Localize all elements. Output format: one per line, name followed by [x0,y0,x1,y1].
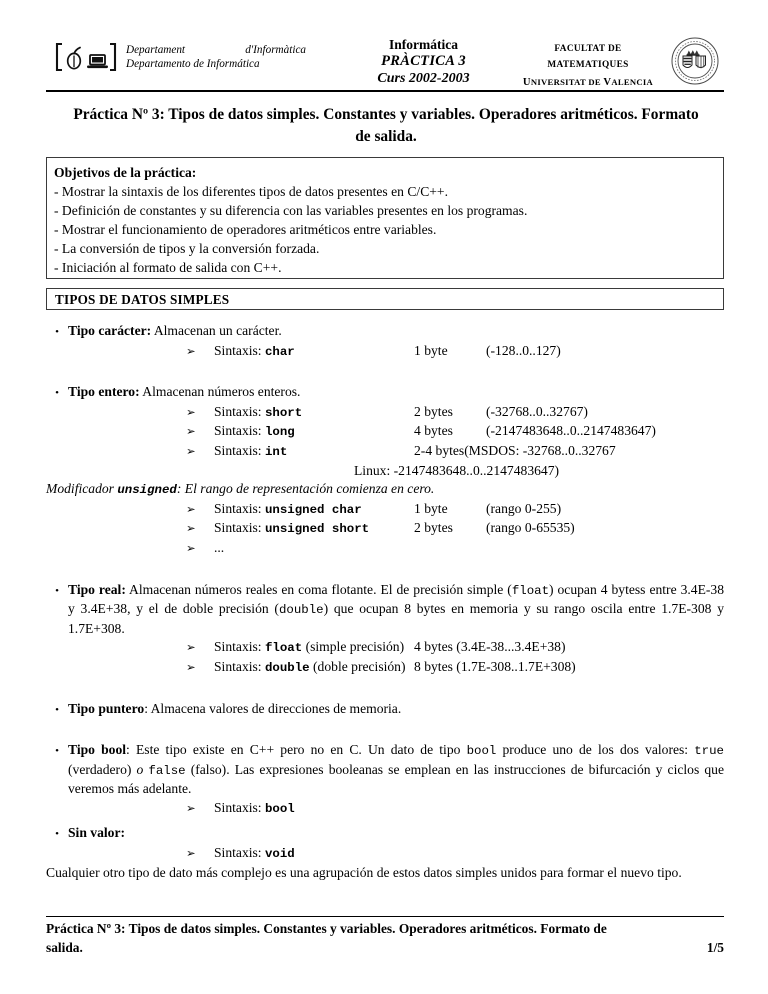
syntax-row [46,799,724,819]
page-title [72,104,700,147]
real-type-code-float: float [511,583,550,598]
void-type-heading [46,824,724,844]
university-initial-u: U [522,77,531,88]
bullet-icon: • [55,387,59,400]
department-name [126,34,331,71]
char-type-block [46,322,724,361]
objectives-box [46,157,724,279]
ellipsis-text: ... [214,539,225,555]
syntax-label: Sintaxis: [214,520,262,536]
academic-year: Curs 2002-2003 [377,71,470,86]
header-divider [46,90,724,92]
type-size: 4 bytes [414,423,453,439]
syntax-row [46,519,724,539]
objective-item: - Iniciación al formato de salida con C++. [54,260,282,275]
unsigned-modifier-block [46,480,724,558]
syntax-row [46,342,724,362]
real-type-code-double: double [278,603,324,618]
section-heading: TIPOS DE DATOS SIMPLES [55,292,230,307]
objective-item: - Mostrar la sintaxis de los diferentes tipos de datos presentes en C/C++. [54,184,448,199]
type-keyword: unsigned char [265,502,362,517]
bool-type-desc-d: (falso). Las expresiones booleanas se emplean en las instrucciones de bifurcación y ciclos que veremos más adelante. [68,761,724,797]
type-range: (-2147483648..0..2147483647) [486,423,656,439]
bool-type-desc-a: : Este tipo existe en C++ pero no en C. Un dato de tipo [126,742,467,758]
arrow-bullet-icon: ➢ [186,523,196,536]
modifier-suffix: : El rango de representación comienza en cero. [176,481,435,497]
int-type-desc: Almacenan números enteros. [139,384,301,400]
bool-type-code-false: false [148,763,186,778]
syntax-label: Sintaxis: [214,423,262,439]
void-type-label: Sin valor: [68,825,126,841]
bool-type-conjunction: o [136,761,144,777]
int-type-label: Tipo entero: [68,384,140,400]
int-type-linux-range: Linux: -2147483648..0..2147483647) [354,462,560,478]
real-type-heading [46,581,724,639]
modifier-prefix: Modificador [46,481,118,497]
type-keyword: double [265,660,310,675]
syntax-row-ellipsis [46,539,724,559]
type-size: 2 bytes [414,403,453,419]
objective-item: - La conversión de tipos y la conversión forzada. [54,241,320,256]
modifier-keyword: unsigned [117,483,177,498]
syntax-label: Sintaxis: [214,403,262,419]
pointer-type-label: Tipo puntero [68,700,145,716]
type-keyword: char [265,344,295,359]
arrow-bullet-icon: ➢ [186,445,196,458]
course-subject: Informática [389,37,458,52]
page-title-line-2: aritméticos. Formato de salida. [355,106,699,145]
type-keyword: short [265,405,303,420]
footer-title-line-1: Práctica Nº 3: Tipos de datos simples. Constantes y variables. Operadores aritméticos. Formato de [46,921,607,936]
type-keyword: bool [265,801,295,816]
footer-divider [46,916,724,917]
bool-type-code-bool: bool [466,744,497,759]
pointer-type-block [46,700,724,720]
syntax-row [46,500,724,520]
syntax-label: Sintaxis: [214,500,262,516]
bullet-icon: • [55,326,59,338]
bullet-icon: • [55,584,59,597]
page-header [46,34,724,90]
syntax-label: Sintaxis: [214,845,262,861]
objective-item: - Mostrar el funcionamiento de operadores aritméticos entre variables. [54,222,437,237]
bool-type-code-true: true [694,744,724,759]
bool-type-desc-c: (verdadero) [68,761,137,777]
faculty-name: FACULTAT DE MATEMATIQUES [547,44,629,70]
real-type-desc-a: Almacenan números reales en coma flotante. El de precisión simple ( [125,581,512,597]
type-size: 1 byte [414,342,448,358]
arrow-bullet-icon: ➢ [186,542,196,555]
type-keyword: unsigned short [265,522,370,537]
syntax-row [46,422,724,442]
type-keyword: float [265,641,303,656]
type-keyword: int [265,444,288,459]
type-range: (-32768..0..32767) [486,403,588,419]
university-seal [666,34,724,86]
int-type-block [46,383,724,480]
type-size: 1 byte [414,500,448,516]
void-type-block [46,824,724,882]
syntax-label: Sintaxis: [214,342,262,358]
syntax-label: Sintaxis: [214,658,262,674]
pointer-type-desc: : Almacena valores de direcciones de memoria. [144,700,402,716]
bool-type-heading [46,741,724,799]
pointer-type-heading [46,700,724,720]
bullet-icon: • [55,828,59,841]
unsigned-modifier-line [46,480,724,500]
faculty-info [516,34,666,92]
real-type-block [46,581,724,678]
page-footer [46,920,724,957]
type-size-range: 4 bytes (3.4E-38...3.4E+38) [414,639,566,655]
type-size-range: 8 bytes (1.7E-308..1.7E+308) [414,658,576,674]
char-type-desc: Almacenan un carácter. [151,323,282,338]
department-logo [46,34,126,72]
objectives-heading: Objetivos de la práctica: [54,165,197,180]
department-catalan-2: d'Informàtica [245,44,306,56]
bool-type-block [46,741,724,818]
syntax-row [46,403,724,423]
university-text-2: ALENCIA [611,77,654,87]
arrow-bullet-icon: ➢ [186,642,196,655]
arrow-bullet-icon: ➢ [186,426,196,439]
arrow-bullet-icon: ➢ [186,345,196,358]
char-type-heading [46,322,724,342]
bool-type-desc-b: produce uno de los dos valores: [496,742,695,758]
type-range: (-128..0..127) [486,342,561,358]
computer-bracket-logo-icon [55,42,117,72]
closing-paragraph: Cualquier otro tipo de dato más complejo es una agrupación de estos datos simples unidos para formar el nuevo tipo. [46,864,682,880]
syntax-row [46,442,724,462]
bool-type-label: Tipo bool [68,742,127,758]
arrow-bullet-icon: ➢ [186,661,196,674]
real-type-desc-b: ) ocupan 4 bytess entre 3.4E-38 y 3.4E+38, y el de doble precisión ( [68,581,724,617]
practice-number: PRÀCTICA 3 [381,53,466,69]
type-size: 2-4 bytes(MSDOS: -32768..0..32767 [414,442,616,458]
section-header-box [46,288,724,310]
arrow-bullet-icon: ➢ [186,848,196,861]
university-seal-icon [670,36,720,86]
arrow-bullet-icon: ➢ [186,802,196,815]
arrow-bullet-icon: ➢ [186,406,196,419]
arrow-bullet-icon: ➢ [186,503,196,516]
real-type-label: Tipo real: [68,581,126,597]
type-note: (doble precisión) [309,658,406,674]
type-range: (rango 0-255) [486,500,562,516]
type-note: (simple precisión) [302,639,405,655]
syntax-row [46,638,724,658]
syntax-label: Sintaxis: [214,799,262,815]
syntax-label: Sintaxis: [214,442,262,458]
type-keyword: void [265,847,295,862]
int-type-heading [46,383,724,403]
syntax-row [46,658,724,678]
type-range: (rango 0-65535) [486,520,575,536]
char-type-label: Tipo carácter: [68,323,152,338]
page-title-line-1: Práctica Nº 3: Tipos de datos simples. Constantes y variables. Operadores [73,106,557,123]
department-catalan-1: Departament [126,44,186,56]
bullet-icon: • [55,745,59,758]
department-spanish: Departamento de Informática [126,57,260,70]
type-keyword: long [265,425,295,440]
course-info [331,34,516,87]
page-number: 1/5 [706,939,724,955]
university-initial-v: V [603,77,612,88]
footer-title-line-2: salida. [46,939,83,955]
syntax-label: Sintaxis: [214,639,262,655]
syntax-row [46,844,724,864]
document-body [46,322,724,882]
bullet-icon: • [55,703,59,716]
objective-item: - Definición de constantes y su diferencia con las variables presentes en los programas. [54,203,528,218]
real-type-desc-c: ) que ocupan 8 bytes en memoria y su rango oscila entre 1.7E-308 y 1.7E+308. [68,601,724,636]
type-size: 2 bytes [414,520,453,536]
university-text-1: NIVERSITAT DE [530,77,604,87]
